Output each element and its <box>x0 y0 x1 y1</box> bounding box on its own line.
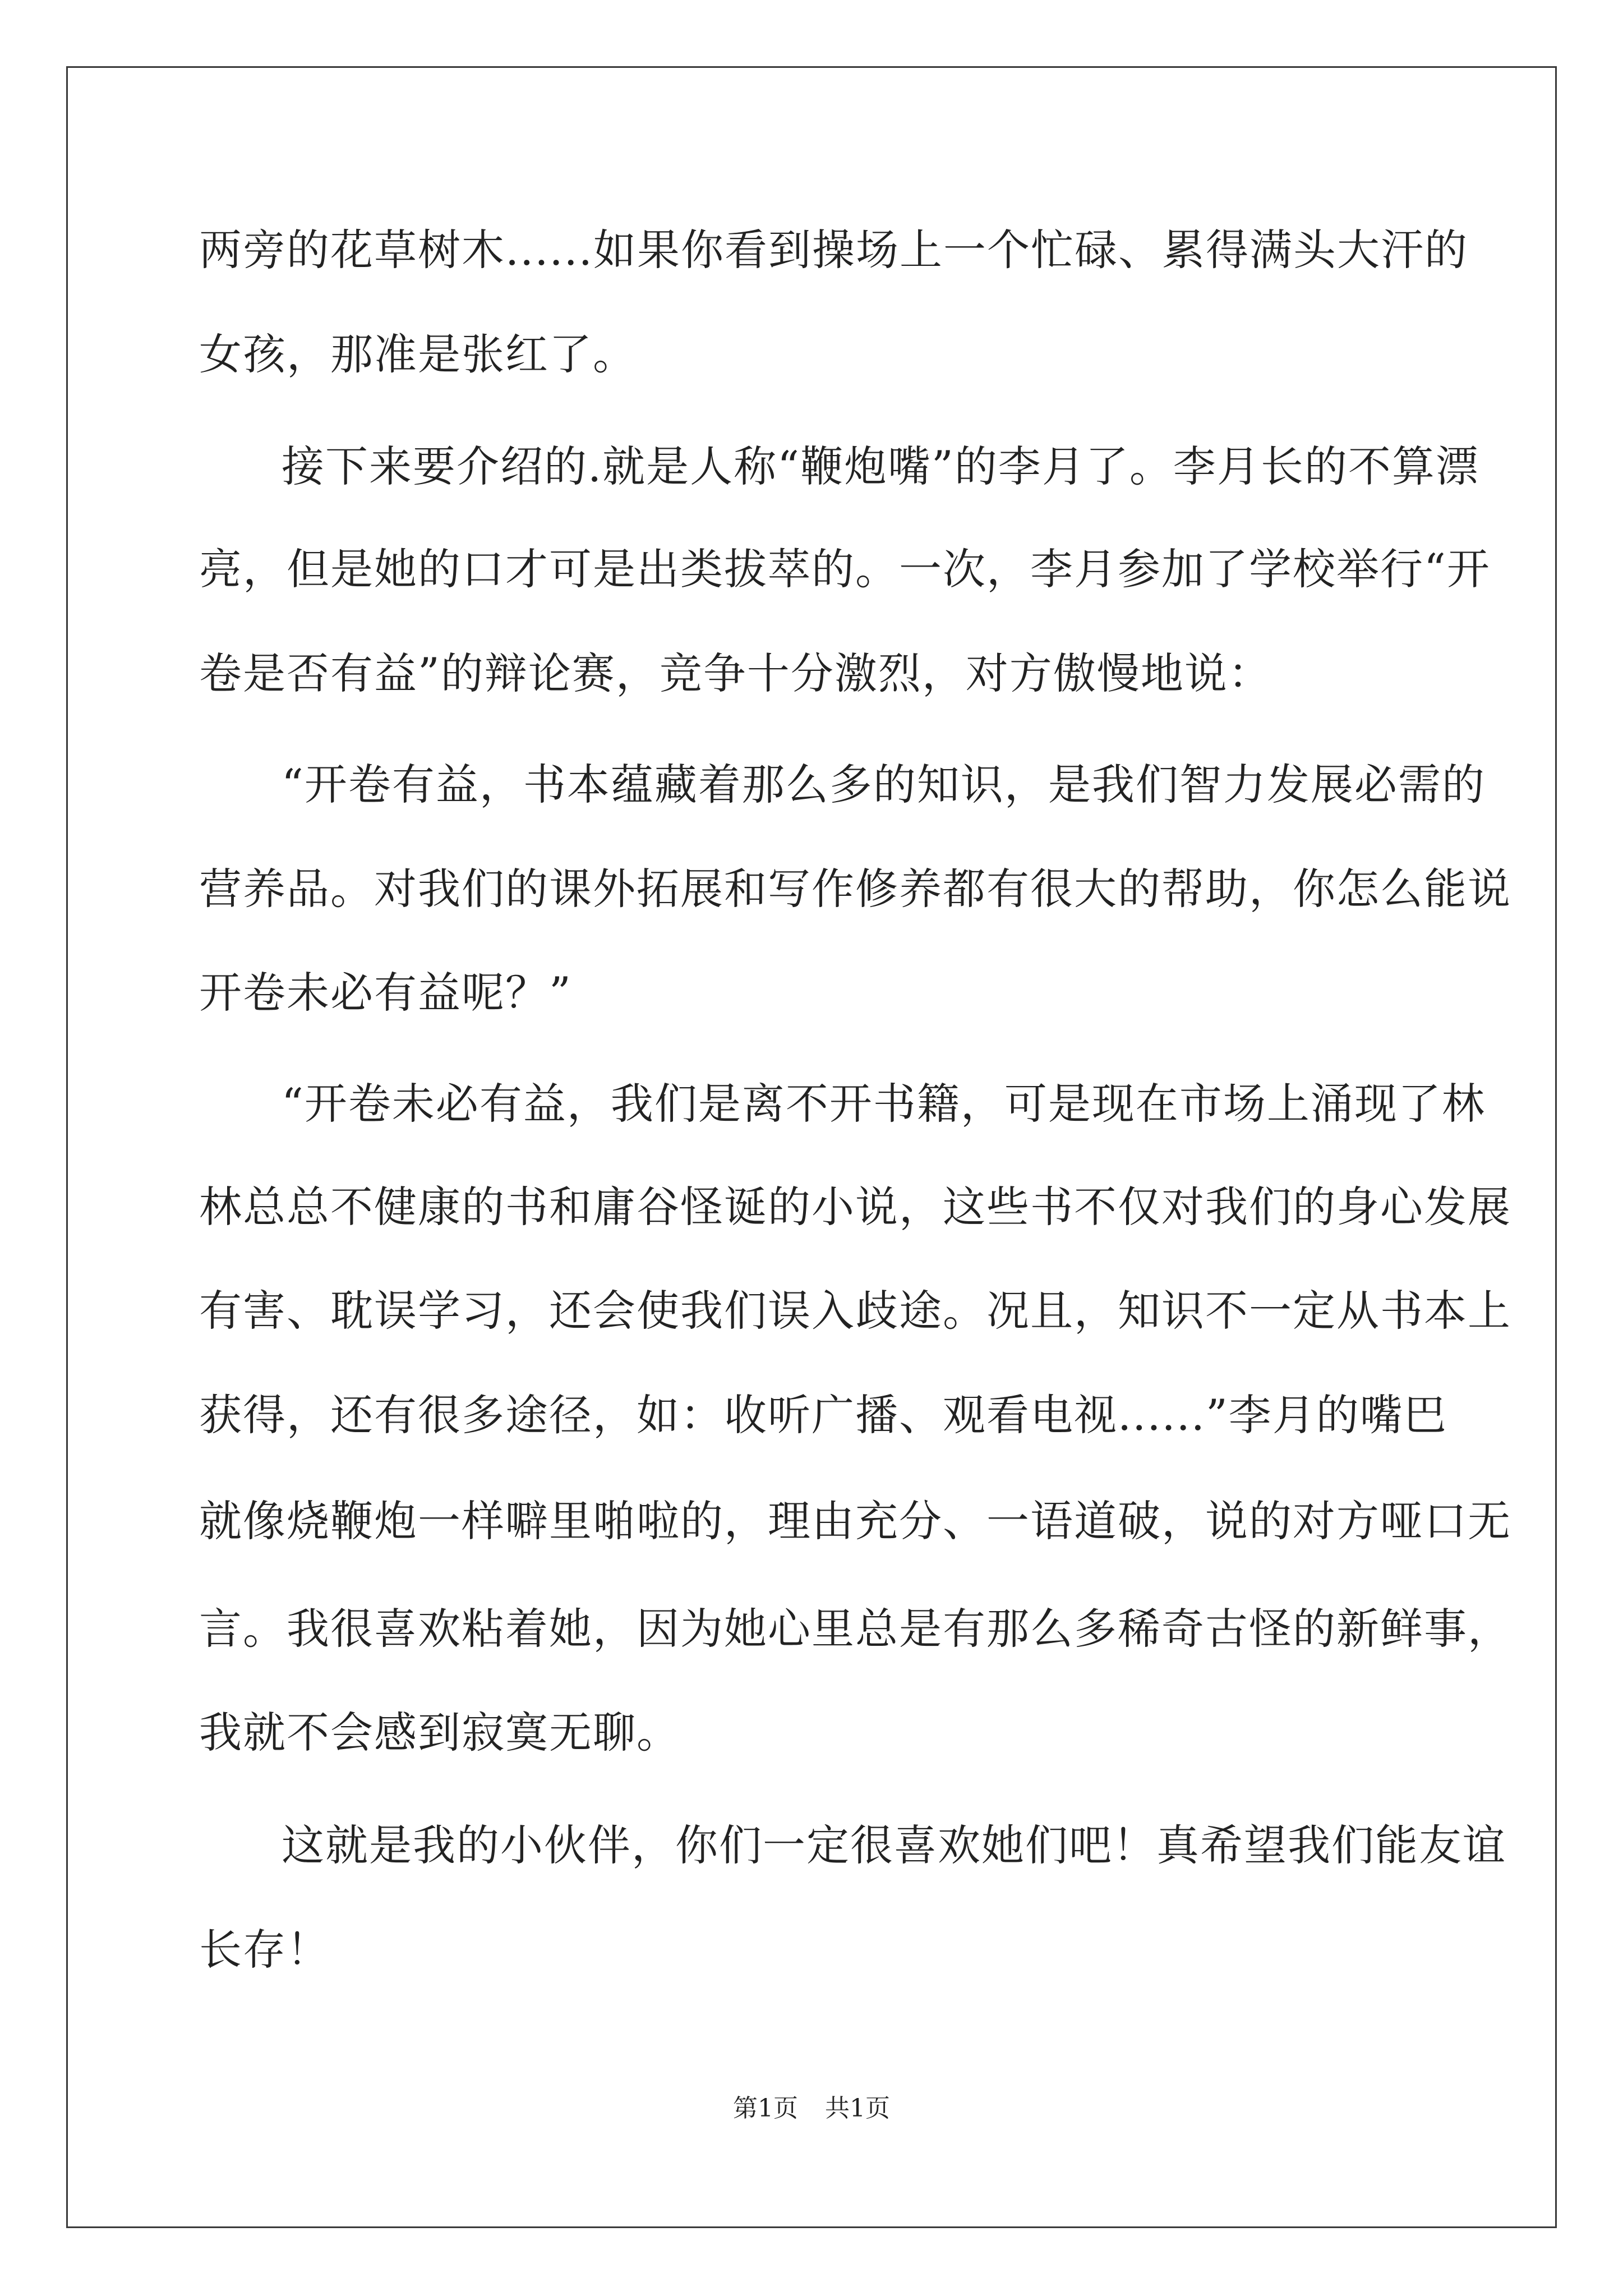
text-line: 亮，但是她的口才可是出类拔萃的。一次，李月参加了学校举行“开 <box>199 544 1491 594</box>
page-number-total: 共1页 <box>825 2094 890 2123</box>
text-line: 我就不会感到寂寞无聊。 <box>199 1708 680 1757</box>
page-number-current: 第1页 <box>733 2094 798 2123</box>
text-line: 女孩，那准是张红了。 <box>199 329 637 379</box>
text-line: 言。我很喜欢粘着她，因为她心里总是有那么多稀奇古怪的新鲜事， <box>199 1604 1511 1654</box>
text-line: 有害、耽误学习，还会使我们误入歧途。况且，知识不一定从书本上 <box>199 1286 1511 1336</box>
text-line: 获得，还有很多途径，如：收听广播、观看电视......”李月的嘴巴 <box>199 1390 1447 1440</box>
text-line: 开卷未必有益呢？” <box>199 968 572 1018</box>
text-line: 就像烧鞭炮一样噼里啪啦的，理由充分、一语道破，说的对方哑口无 <box>199 1496 1511 1546</box>
text-line: 营养品。对我们的课外拓展和写作修养都有很大的帮助，你怎么能说 <box>199 864 1511 914</box>
page-footer <box>0 2092 1623 2125</box>
text-line: 林总总不健康的书和庸谷怪诞的小说，这些书不仅对我们的身心发展 <box>199 1182 1511 1232</box>
text-line: “开卷有益，书本蕴藏着那么多的知识，是我们智力发展必需的 <box>282 760 1486 809</box>
text-line: 长存！ <box>199 1925 330 1975</box>
text-line: 两旁的花草树木......如果你看到操场上一个忙碌、累得满头大汗的 <box>199 225 1468 275</box>
text-line: 这就是我的小伙伴，你们一定很喜欢她们吧！真希望我们能友谊 <box>282 1820 1506 1870</box>
text-line: 卷是否有益”的辩论赛，竞争十分激烈，对方傲慢地说： <box>199 648 1272 698</box>
text-line: 接下来要介绍的.就是人称“鞭炮嘴”的李月了。李月长的不算漂 <box>282 441 1479 491</box>
text-line: “开卷未必有益，我们是离不开书籍，可是现在市场上涌现了林 <box>282 1079 1486 1129</box>
page-border <box>66 66 1557 2228</box>
